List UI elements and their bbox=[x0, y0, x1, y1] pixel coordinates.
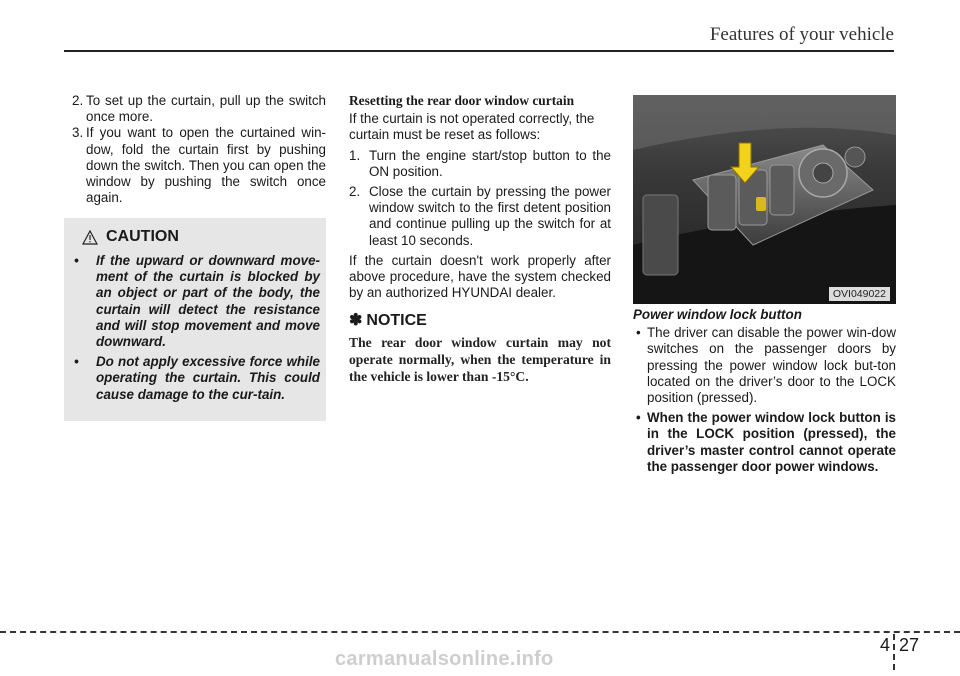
watermark-text: carmanualsonline.info bbox=[335, 648, 554, 670]
header-rule bbox=[64, 50, 894, 52]
step-3 bbox=[64, 125, 326, 206]
bullet-text: When the power window lock button is in the LOCK position (pressed), the driver’s master control cannot operate the passenger door power windows. bbox=[647, 410, 896, 474]
column-left bbox=[64, 93, 326, 206]
intro-text: If the curtain is not operated correctly, the curtain must be reset as follows: bbox=[349, 111, 595, 143]
footer-dashed-rule bbox=[0, 631, 960, 633]
notice-star-icon: ✽ bbox=[349, 312, 363, 330]
reset-step-2 bbox=[349, 184, 611, 249]
step-number: 2. bbox=[72, 93, 84, 108]
column-middle bbox=[349, 93, 611, 385]
step-text: If you want to open the curtained win-dow, fold the curtain first by pushing down the switch. Then you can open the window by pushing the switch once again. bbox=[86, 125, 326, 206]
bullet: • bbox=[636, 325, 641, 341]
step-text: To set up the curtain, pull up the switch once more. bbox=[86, 93, 326, 125]
page-header-title: Features of your vehicle bbox=[709, 24, 894, 45]
bullet: • bbox=[74, 253, 79, 268]
step-text: Turn the engine start/stop button to the ON position. bbox=[369, 147, 611, 179]
caution-item-text: If the upward or downward move-ment of the curtain is blocked by an object or part of the body, the curtain will detect the resistance and will stop movement and move downward. bbox=[96, 253, 320, 350]
notice-heading bbox=[349, 313, 611, 329]
lock-bullet-item bbox=[633, 325, 896, 406]
bullet-text: The driver can disable the power win-dow switches on the passenger doors by pressing the power window lock but-ton located on the driver’s door to the LOCK position (pressed). bbox=[647, 325, 896, 406]
caution-box bbox=[64, 218, 326, 421]
column-right bbox=[633, 307, 896, 479]
caution-item bbox=[74, 354, 320, 403]
lock-bullet-item bbox=[633, 410, 896, 475]
door-switch-illustration bbox=[633, 95, 896, 304]
photo-id-label: OVI049022 bbox=[829, 287, 890, 301]
step-2 bbox=[64, 93, 326, 125]
section-title: Resetting the rear door window curtain bbox=[349, 93, 575, 108]
caution-list bbox=[74, 253, 320, 407]
caution-item bbox=[74, 253, 320, 350]
after-text: If the curtain doesn't work properly after above procedure, have the system checked by an authorized HYUNDAI dealer. bbox=[349, 252, 611, 301]
caution-item-text: Do not apply excessive force while operating the curtain. This could cause damage to the cur-tain. bbox=[96, 354, 320, 402]
caution-heading bbox=[82, 228, 179, 246]
step-number: 2. bbox=[349, 184, 361, 200]
bullet: • bbox=[74, 354, 79, 370]
reset-step-1 bbox=[349, 148, 611, 180]
step-text: Close the curtain by pressing the power window switch to the first detent position and continue pulling up the switch for at least 10 seconds. bbox=[369, 184, 611, 248]
notice-title: NOTICE bbox=[366, 312, 427, 330]
step-number: 1. bbox=[349, 147, 361, 163]
subsection-title: Power window lock button bbox=[633, 307, 802, 322]
bullet: • bbox=[636, 410, 641, 426]
page-number: 27 bbox=[899, 635, 920, 655]
warning-triangle-icon bbox=[82, 230, 98, 245]
page-number-divider bbox=[893, 634, 895, 670]
caution-title: CAUTION bbox=[106, 228, 179, 245]
step-number: 3. bbox=[72, 125, 84, 141]
door-switch-photo bbox=[633, 95, 896, 304]
notice-text: The rear door window curtain may not operate normally, when the temperature in the vehicle is lower than -15°C. bbox=[349, 334, 611, 384]
section-number: 4 bbox=[880, 635, 891, 655]
